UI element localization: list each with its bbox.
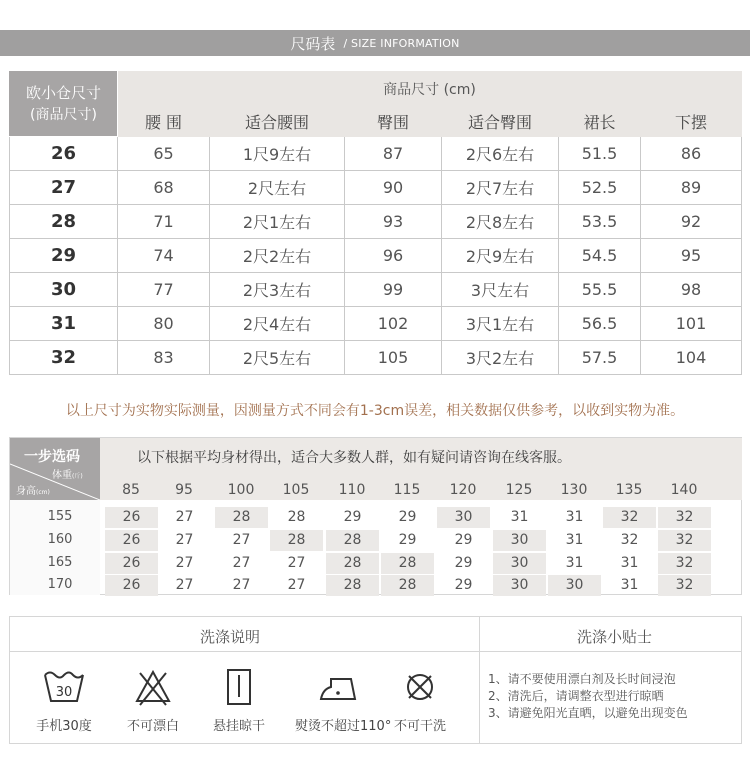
size-cell: 87 <box>345 137 442 171</box>
size-cell: 2尺4左右 <box>210 307 345 341</box>
corner-line1: 欧小仓尺寸 <box>25 84 101 102</box>
care-label: 悬挂晾干 <box>212 719 265 734</box>
recommend-cell: 32 <box>658 530 711 551</box>
size-cell: 98 <box>641 273 742 307</box>
care-label: 熨烫不超过110° <box>295 719 392 734</box>
weight-label: 体重(斤) <box>52 470 83 481</box>
recommend-cell: 27 <box>175 532 194 548</box>
size-row <box>10 137 742 171</box>
height-value: 165 <box>47 555 73 570</box>
divider <box>479 617 480 743</box>
group-header: 商品尺寸 (cm) <box>118 72 742 106</box>
col-header: 腰 围 <box>118 106 210 137</box>
recommend-cell: 27 <box>232 577 251 593</box>
no-bleach-icon <box>133 667 173 707</box>
size-cell: 2尺6左右 <box>442 137 559 171</box>
size-cell: 3尺左右 <box>442 273 559 307</box>
measurement-note: 以上尺寸为实物实际测量，因测量方式不同会有1-3cm误差，相关数据仅供参考，以收到实物为准。 <box>65 403 685 419</box>
size-table-corner <box>10 72 118 137</box>
weight-value: 110 <box>338 482 366 498</box>
size-cell: 2尺9左右 <box>442 239 559 273</box>
banner-title: 尺码表 <box>290 34 336 53</box>
size-cell: 1尺9左右 <box>210 137 345 171</box>
recommend-cell: 32 <box>658 553 711 574</box>
size-label: 31 <box>10 307 118 341</box>
size-cell: 74 <box>118 239 210 273</box>
hang-dry-icon <box>219 667 259 707</box>
height-value: 155 <box>47 509 73 524</box>
recommend-cell: 29 <box>398 532 417 548</box>
size-cell: 99 <box>345 273 442 307</box>
care-item <box>108 667 198 734</box>
size-cell: 3尺1左右 <box>442 307 559 341</box>
height-value: 170 <box>47 577 73 592</box>
recommend-cell: 32 <box>658 575 711 596</box>
size-cell: 90 <box>345 171 442 205</box>
col-header: 裙长 <box>559 106 641 137</box>
recommend-cell: 30 <box>493 530 546 551</box>
tip-item: 3、请避免阳光直晒，以避免出现变色 <box>488 706 688 720</box>
size-row <box>10 307 742 341</box>
weight-value: 120 <box>449 482 477 498</box>
size-cell: 93 <box>345 205 442 239</box>
size-cell: 96 <box>345 239 442 273</box>
care-label: 不可干洗 <box>393 719 446 734</box>
size-row <box>10 341 742 375</box>
size-cell: 2尺5左右 <box>210 341 345 375</box>
size-row <box>10 239 742 273</box>
recommend-cell: 30 <box>548 575 601 596</box>
size-cell: 89 <box>641 171 742 205</box>
svg-text:30: 30 <box>55 685 73 700</box>
tip-item: 1、请不要使用漂白剂及长时间浸泡 <box>488 672 676 686</box>
recommend-cell: 26 <box>105 530 158 551</box>
iron-icon <box>317 667 363 707</box>
recommend-cell: 28 <box>326 553 379 574</box>
recommend-cell: 28 <box>326 530 379 551</box>
recommend-cell: 28 <box>270 530 323 551</box>
size-cell: 102 <box>345 307 442 341</box>
recommend-cell: 29 <box>343 509 362 525</box>
size-cell: 86 <box>641 137 742 171</box>
recommend-cell: 31 <box>620 555 639 571</box>
recommend-cell: 27 <box>232 532 251 548</box>
size-cell: 2尺8左右 <box>442 205 559 239</box>
size-cell: 65 <box>118 137 210 171</box>
size-cell: 77 <box>118 273 210 307</box>
size-cell: 2尺1左右 <box>210 205 345 239</box>
recommend-cell: 26 <box>105 553 158 574</box>
size-cell: 68 <box>118 171 210 205</box>
size-cell: 51.5 <box>559 137 641 171</box>
recommend-cell: 29 <box>398 509 417 525</box>
size-recommendation <box>9 437 742 595</box>
size-cell: 56.5 <box>559 307 641 341</box>
weight-value: 105 <box>282 482 310 498</box>
care-instructions-title: 洗涤说明 <box>200 628 261 646</box>
size-cell: 54.5 <box>559 239 641 273</box>
size-cell: 2尺3左右 <box>210 273 345 307</box>
height-value: 160 <box>47 532 73 547</box>
size-cell: 83 <box>118 341 210 375</box>
col-header: 臀围 <box>345 106 442 137</box>
size-label: 27 <box>10 171 118 205</box>
size-label: 32 <box>10 341 118 375</box>
recommend-title: 一步选码 <box>24 449 80 465</box>
weight-value: 85 <box>122 482 140 498</box>
corner-line2: (商品尺寸) <box>30 107 97 123</box>
recommend-cell: 27 <box>287 555 306 571</box>
care-item <box>295 667 392 734</box>
care-label: 手机30度 <box>36 719 92 734</box>
recommend-cell: 30 <box>437 507 490 528</box>
size-cell: 95 <box>641 239 742 273</box>
recommend-cell: 29 <box>454 555 473 571</box>
size-cell: 57.5 <box>559 341 641 375</box>
size-label: 26 <box>10 137 118 171</box>
recommend-cell: 26 <box>105 575 158 596</box>
recommend-cell: 28 <box>287 509 306 525</box>
size-cell: 2尺2左右 <box>210 239 345 273</box>
recommend-cell: 31 <box>565 532 584 548</box>
weight-value: 115 <box>393 482 421 498</box>
size-cell: 2尺7左右 <box>442 171 559 205</box>
care-section <box>9 616 742 744</box>
recommend-corner <box>10 438 100 500</box>
wash-30-icon <box>42 667 86 707</box>
recommend-cell: 27 <box>175 509 194 525</box>
tip-item: 2、清洗后，请调整衣型进行晾晒 <box>488 689 664 703</box>
recommend-cell: 27 <box>175 577 194 593</box>
recommend-cell: 30 <box>493 575 546 596</box>
care-tips-title: 洗涤小贴士 <box>577 628 653 646</box>
size-cell: 105 <box>345 341 442 375</box>
recommend-cell: 29 <box>454 532 473 548</box>
size-cell: 52.5 <box>559 171 641 205</box>
recommend-cell: 32 <box>603 507 656 528</box>
care-item <box>19 667 109 734</box>
recommend-cell: 27 <box>175 555 194 571</box>
care-item <box>375 667 465 734</box>
divider <box>10 651 741 652</box>
size-table <box>9 71 742 375</box>
section-banner <box>0 30 750 56</box>
weight-value: 125 <box>505 482 533 498</box>
recommend-cell: 29 <box>454 577 473 593</box>
no-dryclean-icon <box>400 667 440 707</box>
weight-value: 100 <box>227 482 255 498</box>
recommend-cell: 30 <box>493 553 546 574</box>
size-cell: 104 <box>641 341 742 375</box>
size-cell: 2尺左右 <box>210 171 345 205</box>
weight-value: 135 <box>615 482 643 498</box>
recommend-cell: 28 <box>215 507 268 528</box>
weight-value: 130 <box>560 482 588 498</box>
size-cell: 101 <box>641 307 742 341</box>
size-row <box>10 205 742 239</box>
recommend-cell: 26 <box>105 507 158 528</box>
size-cell: 53.5 <box>559 205 641 239</box>
recommend-cell: 28 <box>326 575 379 596</box>
height-label: 身高(cm) <box>16 486 50 497</box>
size-cell: 71 <box>118 205 210 239</box>
recommend-cell: 32 <box>620 532 639 548</box>
recommend-cell: 32 <box>658 507 711 528</box>
size-cell: 3尺2左右 <box>442 341 559 375</box>
recommend-cell: 31 <box>510 509 529 525</box>
size-label: 30 <box>10 273 118 307</box>
col-header: 适合腰围 <box>210 106 345 137</box>
recommend-cell: 28 <box>381 575 434 596</box>
recommend-cell: 31 <box>565 555 584 571</box>
size-row <box>10 171 742 205</box>
size-cell: 55.5 <box>559 273 641 307</box>
recommend-cell: 31 <box>620 577 639 593</box>
weight-value: 140 <box>670 482 698 498</box>
recommend-hint: 以下根据平均身材得出，适合大多数人群，如有疑问请咨询在线客服。 <box>137 450 571 466</box>
size-cell: 80 <box>118 307 210 341</box>
recommend-cell: 31 <box>565 509 584 525</box>
recommend-cell: 28 <box>381 553 434 574</box>
recommend-cell: 27 <box>232 555 251 571</box>
care-item <box>194 667 284 734</box>
size-label: 29 <box>10 239 118 273</box>
size-label: 28 <box>10 205 118 239</box>
care-label: 不可漂白 <box>126 719 179 734</box>
col-header: 适合臀围 <box>442 106 559 137</box>
size-row <box>10 273 742 307</box>
col-header: 下摆 <box>641 106 742 137</box>
banner-subtitle: / SIZE INFORMATION <box>343 36 460 50</box>
care-tips <box>488 671 688 722</box>
size-cell: 92 <box>641 205 742 239</box>
weight-value: 95 <box>175 482 193 498</box>
recommend-cell: 27 <box>287 577 306 593</box>
